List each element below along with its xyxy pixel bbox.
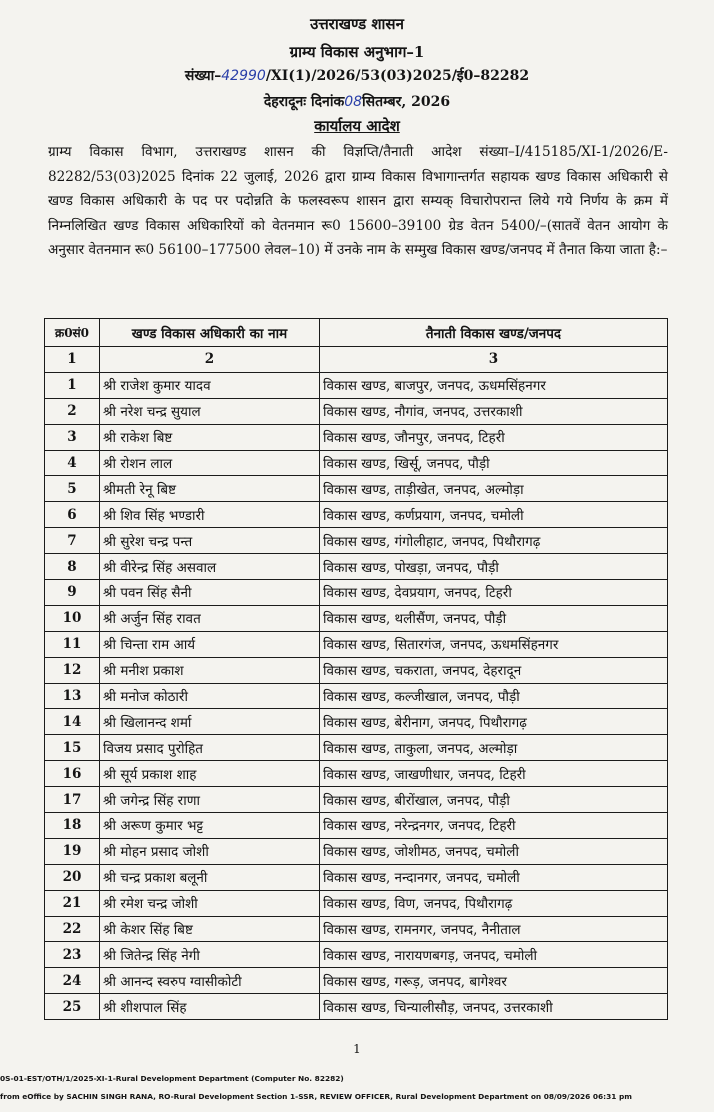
handwritten-reference: 42990 [221, 68, 266, 84]
posting-cell: विकास खण्ड, देवप्रयाग, जनपद, टिहरी [320, 580, 668, 606]
officer-name-cell: श्रीमती रेनू बिष्ट [100, 476, 320, 502]
officer-name-cell: श्री पवन सिंह सैनी [100, 580, 320, 606]
officer-name-cell: श्री मनीश प्रकाश [100, 657, 320, 683]
officer-name-cell: श्री मोहन प्रसाद जोशी [100, 838, 320, 864]
posting-cell: विकास खण्ड, चकराता, जनपद, देहरादून [320, 657, 668, 683]
table-row [45, 372, 668, 398]
posting-cell: विकास खण्ड, जौनपुर, जनपद, टिहरी [320, 424, 668, 450]
reference-number [0, 66, 714, 85]
table-row [45, 813, 668, 839]
posting-cell: विकास खण्ड, नरेन्द्रनगर, जनपद, टिहरी [320, 813, 668, 839]
officer-name-cell: श्री आनन्द स्वरुप ग्वासीकोटी [100, 968, 320, 994]
table-row [45, 424, 668, 450]
posting-cell: विकास खण्ड, नौगांव, जनपद, उत्तरकाशी [320, 398, 668, 424]
table-row [45, 890, 668, 916]
reference-prefix: संख्या– [184, 68, 222, 84]
serial-cell: 18 [45, 813, 100, 839]
officer-name-cell: श्री सुरेश चन्द्र पन्त [100, 528, 320, 554]
posting-cell: विकास खण्ड, कर्णप्रयाग, जनपद, चमोली [320, 502, 668, 528]
header-officer-name: खण्ड विकास अधिकारी का नाम [100, 319, 320, 347]
officer-name-cell: श्री वीरेन्द्र सिंह असवाल [100, 554, 320, 580]
table-row [45, 580, 668, 606]
officer-name-cell: श्री शिव सिंह भण्डारी [100, 502, 320, 528]
table-row [45, 735, 668, 761]
table-row [45, 605, 668, 631]
index-cell: 2 [100, 347, 320, 373]
table-row [45, 450, 668, 476]
table-row [45, 968, 668, 994]
posting-cell: विकास खण्ड, बेरीनाग, जनपद, पिथौरागढ़ [320, 709, 668, 735]
posting-cell: विकास खण्ड, चिन्यालीसौड़, जनपद, उत्तरकाशी [320, 994, 668, 1020]
table-row [45, 476, 668, 502]
posting-cell: विकास खण्ड, विण, जनपद, पिथौरागढ़ [320, 890, 668, 916]
posting-cell: विकास खण्ड, नन्दानगर, जनपद, चमोली [320, 864, 668, 890]
index-cell: 1 [45, 347, 100, 373]
officer-name-cell: श्री जितेन्द्र सिंह नेगी [100, 942, 320, 968]
officer-name-cell: श्री खिलानन्द शर्मा [100, 709, 320, 735]
officer-name-cell: श्री चन्द्र प्रकाश बलूनी [100, 864, 320, 890]
officer-name-cell: श्री अर्जुन सिंह रावत [100, 605, 320, 631]
table-row [45, 942, 668, 968]
footer-file-line: 0S-01-EST/OTH/1/2025-XI-1-Rural Development Department (Computer No. 82282) [0, 1074, 344, 1083]
posting-cell: विकास खण्ड, जाखणीधार, जनपद, टिहरी [320, 761, 668, 787]
posting-table [44, 318, 668, 1020]
table-row [45, 631, 668, 657]
serial-cell: 16 [45, 761, 100, 787]
serial-cell: 19 [45, 838, 100, 864]
officer-name-cell: श्री चिन्ता राम आर्य [100, 631, 320, 657]
serial-cell: 21 [45, 890, 100, 916]
serial-cell: 6 [45, 502, 100, 528]
reference-suffix: /XI(1)/2026/53(03)2025/ई0–82282 [265, 68, 530, 84]
officer-name-cell: विजय प्रसाद पुरोहित [100, 735, 320, 761]
serial-cell: 4 [45, 450, 100, 476]
officer-name-cell: श्री शीशपाल सिंह [100, 994, 320, 1020]
header-posting: तैनाती विकास खण्ड/जनपद [320, 319, 668, 347]
serial-cell: 14 [45, 709, 100, 735]
serial-cell: 1 [45, 372, 100, 398]
table-row [45, 838, 668, 864]
serial-cell: 22 [45, 916, 100, 942]
table-row [45, 683, 668, 709]
officer-name-cell: श्री राकेश बिष्ट [100, 424, 320, 450]
officer-name-cell: श्री राजेश कुमार यादव [100, 372, 320, 398]
serial-cell: 24 [45, 968, 100, 994]
officer-name-cell: श्री नरेश चन्द्र सुयाल [100, 398, 320, 424]
posting-cell: विकास खण्ड, खिर्सू, जनपद, पौड़ी [320, 450, 668, 476]
posting-cell: विकास खण्ड, गंगोलीहाट, जनपद, पिथौरागढ़ [320, 528, 668, 554]
date-prefix: देहरादूनः दिनांक [263, 94, 345, 110]
table-row [45, 787, 668, 813]
posting-cell: विकास खण्ड, नारायणबगड़, जनपद, चमोली [320, 942, 668, 968]
header-serial: क्र0सं0 [45, 319, 100, 347]
serial-cell: 15 [45, 735, 100, 761]
section-title: ग्राम्य विकास अनुभाग–1 [289, 43, 425, 61]
table-row [45, 916, 668, 942]
serial-cell: 23 [45, 942, 100, 968]
table-row [45, 657, 668, 683]
page-number: 1 [353, 1042, 361, 1056]
posting-cell: विकास खण्ड, ताड़ीखेत, जनपद, अल्मोड़ा [320, 476, 668, 502]
order-title: कार्यालय आदेश [314, 117, 400, 135]
serial-cell: 9 [45, 580, 100, 606]
posting-cell: विकास खण्ड, पोखड़ा, जनपद, पौड़ी [320, 554, 668, 580]
posting-cell: विकास खण्ड, थलीसैंण, जनपद, पौड़ी [320, 605, 668, 631]
table-row [45, 709, 668, 735]
officer-name-cell: श्री अरूण कुमार भट्ट [100, 813, 320, 839]
serial-cell: 17 [45, 787, 100, 813]
officer-name-cell: श्री केशर सिंह बिष्ट [100, 916, 320, 942]
posting-cell: विकास खण्ड, सितारगंज, जनपद, ऊधमसिंहनगर [320, 631, 668, 657]
posting-cell: विकास खण्ड, बाजपुर, जनपद, ऊधमसिंहनगर [320, 372, 668, 398]
serial-cell: 13 [45, 683, 100, 709]
table-row [45, 502, 668, 528]
serial-cell: 20 [45, 864, 100, 890]
serial-cell: 8 [45, 554, 100, 580]
column-index-row [45, 347, 668, 373]
government-title: उत्तराखण्ड शासन [310, 15, 404, 33]
serial-cell: 11 [45, 631, 100, 657]
officer-name-cell: श्री मनोज कोठारी [100, 683, 320, 709]
posting-cell: विकास खण्ड, कल्जीखाल, जनपद, पौड़ी [320, 683, 668, 709]
serial-cell: 3 [45, 424, 100, 450]
posting-cell: विकास खण्ड, ताकुला, जनपद, अल्मोड़ा [320, 735, 668, 761]
posting-cell: विकास खण्ड, गरूड़, जनपद, बागेश्वर [320, 968, 668, 994]
order-date [0, 92, 714, 111]
officer-name-cell: श्री जगेन्द्र सिंह राणा [100, 787, 320, 813]
table-row [45, 864, 668, 890]
footer-signature-line: from eOffice by SACHIN SINGH RANA, RO-Rural Development Section 1-SSR, REVIEW OFFICER, Rural Development Department on 08/09/2026 06:31 pm [0, 1092, 632, 1101]
serial-cell: 2 [45, 398, 100, 424]
officer-name-cell: श्री रमेश चन्द्र जोशी [100, 890, 320, 916]
order-paragraph: ग्राम्य विकास विभाग, उत्तराखण्ड शासन की विज्ञप्ति/तैनाती आदेश संख्या–I/415185/XI-1/2026/E-82282/53(03)2025 दिनांक 22 जुलाई, 2026 द्वारा ग्राम्य विकास विभागान्तर्गत सहायक खण्ड विकास अधिकारी से खण्ड विकास अधिकारी के पद पर पदोन्नति के फलस्वरूप शासन द्वारा सम्यक् विचारोपरान्त लिये गये निर्णय के क्रम में निम्नलिखित खण्ड विकास अधिकारियों को वेतनमान रू0 15600–39100 ग्रेड वेतन 5400/–(सातवें वेतन आयोग के अनुसार वेतनमान रू0 56100–177500 लेवल–10) में उनके नाम के सम्मुख विकास खण्ड/जनपद में तैनात किया जाता है:– [48, 144, 668, 258]
date-suffix: सितम्बर, 2026 [362, 94, 451, 110]
serial-cell: 12 [45, 657, 100, 683]
table-row [45, 554, 668, 580]
index-cell: 3 [320, 347, 668, 373]
handwritten-date: 08 [344, 94, 363, 110]
serial-cell: 5 [45, 476, 100, 502]
table-header-row [45, 319, 668, 347]
table-row [45, 528, 668, 554]
serial-cell: 7 [45, 528, 100, 554]
posting-cell: विकास खण्ड, जोशीमठ, जनपद, चमोली [320, 838, 668, 864]
serial-cell: 25 [45, 994, 100, 1020]
officer-name-cell: श्री रोशन लाल [100, 450, 320, 476]
officer-name-cell: श्री सूर्य प्रकाश शाह [100, 761, 320, 787]
serial-cell: 10 [45, 605, 100, 631]
table-row [45, 398, 668, 424]
table-row [45, 761, 668, 787]
posting-cell: विकास खण्ड, रामनगर, जनपद, नैनीताल [320, 916, 668, 942]
table-row [45, 994, 668, 1020]
posting-cell: विकास खण्ड, बीरोंखाल, जनपद, पौड़ी [320, 787, 668, 813]
